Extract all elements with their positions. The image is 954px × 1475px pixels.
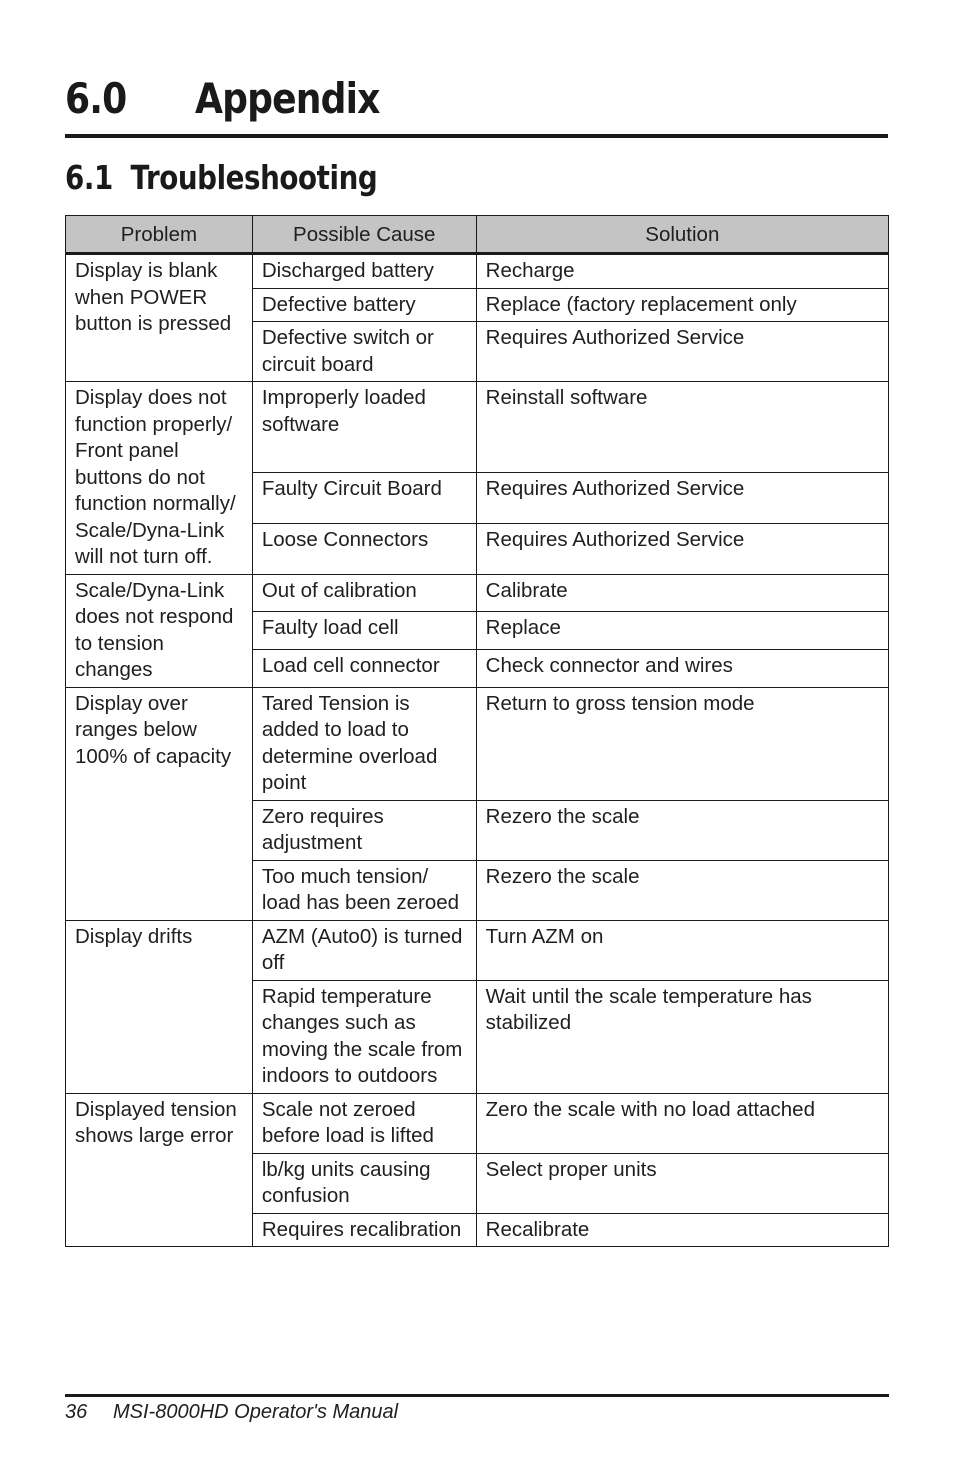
table-row: [66, 920, 889, 980]
solution-cell: Requires Authorized Service: [476, 322, 888, 382]
solution-cell: Turn AZM on: [476, 920, 888, 980]
cause-cell: Improperly loaded software: [252, 382, 476, 473]
problem-cell: Display is blank when POWER button is pressed: [66, 254, 253, 382]
section-title: Troubleshooting: [130, 158, 378, 197]
solution-cell: Check connector and wires: [476, 649, 888, 687]
solution-cell: Select proper units: [476, 1153, 888, 1213]
troubleshooting-table: [65, 215, 889, 1247]
cause-cell: Defective battery: [252, 288, 476, 322]
cause-cell: Out of calibration: [252, 574, 476, 612]
page-number: 36: [65, 1401, 88, 1423]
cause-cell: Defective switch or circuit board: [252, 322, 476, 382]
cause-cell: AZM (Auto0) is turned off: [252, 920, 476, 980]
cause-cell: Faulty load cell: [252, 612, 476, 650]
table-row: [66, 254, 889, 289]
section-heading: [65, 156, 377, 200]
cause-cell: Too much tension/ load has been zeroed: [252, 860, 476, 920]
table-row: [66, 382, 889, 473]
cause-cell: Load cell connector: [252, 649, 476, 687]
cause-cell: Zero requires adjustment: [252, 800, 476, 860]
solution-cell: Recalibrate: [476, 1213, 888, 1247]
header-problem: Problem: [66, 216, 253, 254]
table-row: [66, 687, 889, 800]
solution-cell: Calibrate: [476, 574, 888, 612]
manual-title: MSI-8000HD Operator's Manual: [113, 1401, 399, 1423]
solution-cell: Reinstall software: [476, 382, 888, 473]
solution-cell: Requires Authorized Service: [476, 523, 888, 574]
solution-cell: Zero the scale with no load attached: [476, 1093, 888, 1153]
solution-cell: Recharge: [476, 254, 888, 289]
problem-cell: Scale/Dyna-Link does not respond to tension changes: [66, 574, 253, 687]
chapter-heading: [65, 66, 888, 138]
table-row: [66, 574, 889, 612]
solution-cell: Return to gross tension mode: [476, 687, 888, 800]
chapter-title: Appendix: [195, 74, 380, 123]
solution-cell: Replace (factory replacement only: [476, 288, 888, 322]
section-number: 6.1: [65, 158, 113, 197]
solution-cell: Rezero the scale: [476, 860, 888, 920]
problem-cell: Displayed tension shows large error: [66, 1093, 253, 1247]
chapter-number: 6.0: [65, 74, 127, 123]
header-possible-cause: Possible Cause: [252, 216, 476, 254]
header-solution: Solution: [476, 216, 888, 254]
cause-cell: Requires recalibration: [252, 1213, 476, 1247]
cause-cell: Tared Tension is added to load to determine overload point: [252, 687, 476, 800]
solution-cell: Replace: [476, 612, 888, 650]
cause-cell: Faulty Circuit Board: [252, 472, 476, 523]
problem-cell: Display does not function properly/ Front panel buttons do not function normally/ Scale/Dyna-Link will not turn off.: [66, 382, 253, 575]
solution-cell: Wait until the scale temperature has stabilized: [476, 980, 888, 1093]
solution-cell: Requires Authorized Service: [476, 472, 888, 523]
problem-cell: Display over ranges below 100% of capacity: [66, 687, 253, 920]
table-row: [66, 1093, 889, 1153]
cause-cell: Rapid temperature changes such as moving the scale from indoors to outdoors: [252, 980, 476, 1093]
solution-cell: Rezero the scale: [476, 800, 888, 860]
table-header-row: [66, 216, 889, 254]
cause-cell: Loose Connectors: [252, 523, 476, 574]
table-body: [66, 254, 889, 1247]
footer-rule: [65, 1394, 889, 1397]
page-footer: [65, 1399, 398, 1425]
cause-cell: Scale not zeroed before load is lifted: [252, 1093, 476, 1153]
cause-cell: Discharged battery: [252, 254, 476, 289]
cause-cell: lb/kg units causing confusion: [252, 1153, 476, 1213]
problem-cell: Display drifts: [66, 920, 253, 1093]
